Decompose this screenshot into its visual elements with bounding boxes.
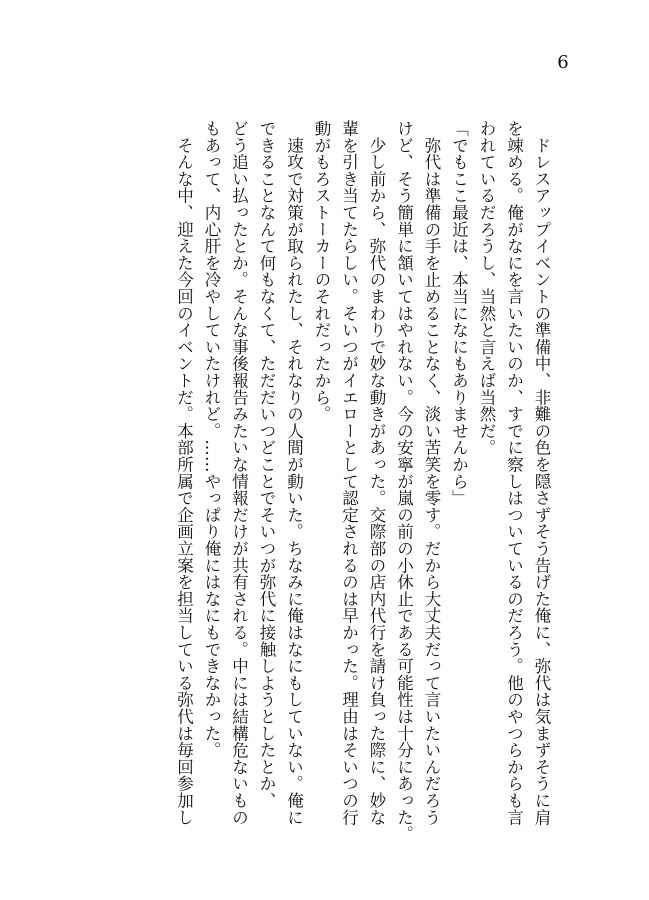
paragraph: 速攻で対策が取られたし、それなりの人間が動いた。ちなみに俺はなにもしていない。俺に できることなんて何もなくて、ただだいつどことでそいつが弥代に接触しようとしたとか、 どう追い払ったとか。そんな事後報告みたいな情報だけが共有される。中には結構危ないもの もあって、内心肝を冷やしていたけれど。……やっぱり俺にはなにもできなかった。 <box>202 120 304 826</box>
page-number: 6 <box>557 52 569 73</box>
paragraph: 少し前から、弥代のまわりで妙な動きがあった。交際部の店内代行を請け負った際に、妙な 輩を引き当てたらしい。そいつがイエローとして認定されるのは早かった。理由はそいつの行 動がもろストーカーのそれだったから。 <box>312 120 386 826</box>
paragraph: 弥代は準備の手を止めることなく、淡い苦笑を零す。だから大丈夫だって言いたいんだろう けど、そう簡単に頷いてはやれない。今の安寧が嵐の前の小休止である可能性は十分にあった。 <box>394 120 441 843</box>
paragraph: そんな中、迎えた今回のイベントだ。本部所属で企画立案を担当している弥代は毎回参加し <box>174 120 194 826</box>
paragraph: 「でもここ最近は、本当になにもありませんから」 <box>449 120 469 507</box>
body-text <box>170 120 555 843</box>
paragraph: ドレスアップイベントの準備中、非難の色を隠さずそう告げた俺に、弥代は気まずそうに肩 を竦める。俺がなにを言いたいのか、すでに察しはついているのだろう。他のやつらからも言 われているだろうし、当然と言えば当然だ。 <box>477 120 551 826</box>
